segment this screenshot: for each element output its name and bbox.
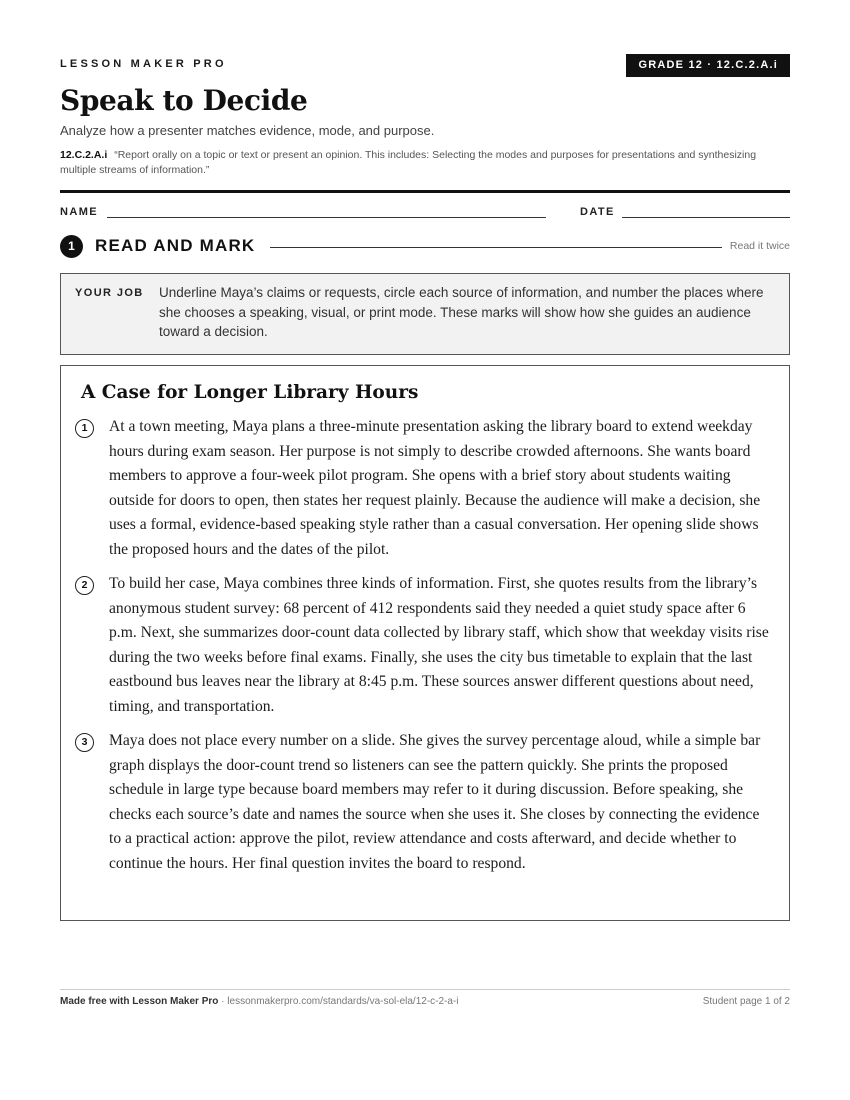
- footer-made-with: Made free with Lesson Maker Pro: [60, 996, 219, 1007]
- passage-paragraph: To build her case, Maya combines three kinds of information. First, she quotes results from the library’s anonymous student survey: 68 percent of 412 respondents said they needed a quiet study space after 6 p.m. Next, she summarizes door-count data collected by library staff, which show that weekday visits rise during the two weeks before final exams. Finally, she uses the city bus timetable to explain that the last eastbound bus leaves near the library at 8:45 p.m. These sources answer different questions about need, timing, and transportation.: [109, 575, 769, 715]
- instructions-box: [60, 273, 790, 355]
- section-title: READ AND MARK: [95, 236, 256, 255]
- section-note: Read it twice: [729, 240, 790, 252]
- name-field[interactable]: [107, 217, 546, 218]
- paragraph-number: 3: [75, 733, 94, 752]
- passage-paragraph: Maya does not place every number on a slide. She gives the survey percentage aloud, while a simple bar graph displays the door-count trend so listeners can see the pattern quickly. She prints the proposed schedule in large type because board members may refer to it during discussion. Before speaking, she checks each source’s date and names the source when she uses it. She closes by connecting the evidence to a practical action: approve the pilot, review attendance and costs afterward, and decide whether to continue the hours. Her final question invites the board to respond.: [109, 732, 761, 872]
- standard-text: “Report orally on a topic or text or present an opinion. This includes: Selecting the modes and purposes for presentations and synthesizing multiple streams of information.”: [60, 149, 757, 176]
- passage-paragraph: At a town meeting, Maya plans a three-minute presentation asking the library board to extend weekday hours during exam season. Her purpose is not simply to describe crowded afternoons. She wants board members to approve a four-week pilot program. She opens with a brief story about students waiting outside for doors to open, then states her request plainly. Because the audience will make a decision, she uses a formal, evidence-based speaking style rather than a casual conversation. Her opening slide shows the proposed hours and the dates of the pilot.: [109, 418, 761, 558]
- footer-divider: [60, 989, 790, 990]
- paragraph-number: 1: [75, 419, 94, 438]
- page-title: Speak to Decide: [60, 84, 308, 117]
- footer-url: lessonmakerpro.com/standards/va-sol-ela/12-c-2-a-i: [227, 996, 459, 1007]
- name-label: NAME: [60, 206, 98, 218]
- reading-passage: [60, 365, 790, 921]
- header-divider: [60, 190, 790, 193]
- passage-title: A Case for Longer Library Hours: [81, 382, 419, 403]
- step-number-badge: 1: [60, 235, 83, 258]
- instructions-text: Underline Maya’s claims or requests, circle each source of information, and number the places where she chooses a speaking, visual, or print mode. These marks will show how she guides an audience toward a decision.: [159, 285, 764, 339]
- page-number: Student page 1 of 2: [702, 996, 790, 1007]
- grade-badge: GRADE 12 · 12.C.2.A.i: [626, 54, 790, 77]
- brand-name: LESSON MAKER PRO: [60, 58, 227, 70]
- paragraph-number: 2: [75, 576, 94, 595]
- student-info-row: [60, 205, 790, 221]
- header-bar: [60, 54, 790, 78]
- section-divider: [270, 247, 722, 248]
- section-read-and-mark: [60, 234, 790, 258]
- instructions-label: YOUR JOB: [75, 287, 144, 299]
- date-field[interactable]: [622, 217, 790, 218]
- standard-code: 12.C.2.A.i: [60, 149, 108, 161]
- footer-credit: [60, 996, 458, 1007]
- standard-description: [60, 148, 790, 178]
- page-subtitle: Analyze how a presenter matches evidence, mode, and purpose.: [60, 123, 435, 138]
- footer-separator: ·: [218, 996, 228, 1007]
- date-label: DATE: [580, 206, 615, 218]
